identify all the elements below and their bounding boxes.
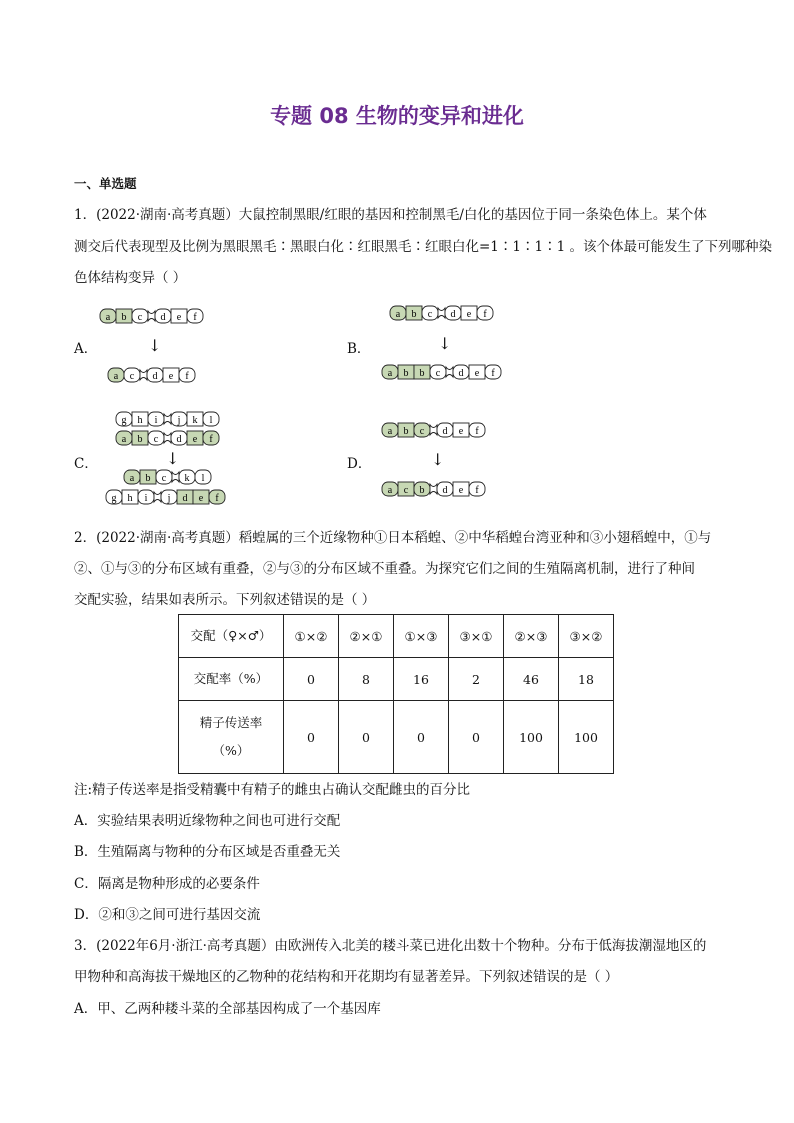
table-header-cell: ①×③ xyxy=(394,615,449,658)
table-row-label: 交配率（%） xyxy=(179,658,284,701)
centromere xyxy=(140,370,147,380)
gene-label: a xyxy=(395,309,401,320)
arrow-down-icon: ↓ xyxy=(148,336,162,355)
gene-label: b xyxy=(137,434,143,445)
gene-label: g xyxy=(121,415,127,426)
centromere xyxy=(154,492,161,502)
arrow-down-icon: ↓ xyxy=(431,450,445,469)
table-header-cell: ②×③ xyxy=(504,615,559,658)
table-cell: 0 xyxy=(339,701,394,774)
gene-label: a xyxy=(129,473,135,484)
gene-label: b xyxy=(419,368,425,379)
centromere xyxy=(148,311,155,321)
gene-label: e xyxy=(466,309,472,320)
gene-label: f xyxy=(209,434,213,445)
gene-label: a xyxy=(387,426,393,437)
gene-label: d xyxy=(450,309,456,320)
table-row-sperm-rate xyxy=(179,701,614,774)
gene-label: g xyxy=(111,493,117,504)
centromere xyxy=(430,425,437,435)
gene-label: e xyxy=(198,493,204,504)
q3-line2: 甲物种和高海拔干燥地区的乙物种的花结构和开花期均有显著差异。下列叙述错误的是（ ） xyxy=(74,969,619,985)
gene-label: b xyxy=(145,473,151,484)
table-cell: 46 xyxy=(504,658,559,701)
gene-label: c xyxy=(403,485,409,496)
gene-label: d xyxy=(442,485,448,496)
table-row-header xyxy=(179,615,614,658)
chromosome-b-before xyxy=(388,305,495,321)
chromosome-a-after xyxy=(106,367,197,383)
gene-label: e xyxy=(458,485,464,496)
centromere xyxy=(164,433,171,443)
table-row-label-line2: （%） xyxy=(212,743,250,758)
gene-label: a xyxy=(113,371,119,382)
gene-label: j xyxy=(177,415,181,426)
chromosome-c-after-1 xyxy=(122,469,213,485)
table-header-cell: ③×② xyxy=(559,615,614,658)
q1-line1: 1．(2022·湖南·高考真题）大鼠控制黑眼/红眼的基因和控制黑毛/白化的基因位于同一条染色体上。某个体 xyxy=(74,207,707,223)
gene-label: b xyxy=(121,312,127,323)
gene-label: d xyxy=(182,493,188,504)
table-header-cell: ①×② xyxy=(284,615,339,658)
gene-label: a xyxy=(121,434,127,445)
table-row-label xyxy=(179,701,284,774)
gene-label: c xyxy=(161,473,167,484)
table-cell: 100 xyxy=(559,701,614,774)
centromere xyxy=(172,472,179,482)
gene-label: d xyxy=(152,371,158,382)
centromere xyxy=(446,367,453,377)
gene-label: d xyxy=(160,312,166,323)
gene-label: k xyxy=(184,473,190,484)
chromosome-c-after-2 xyxy=(104,489,227,505)
q2-line3: 交配实验，结果如表所示。下列叙述错误的是（ ） xyxy=(74,592,376,608)
q1-option-c-label: C． xyxy=(74,456,98,472)
table-cell: 0 xyxy=(394,701,449,774)
gene-label: c xyxy=(153,434,159,445)
gene-label: f xyxy=(185,371,189,382)
q3-line1: 3．(2022年6月·浙江·高考真题）由欧洲传入北美的耧斗菜已进化出数十个物种。分布于低海拔潮湿地区的 xyxy=(74,938,707,954)
q1-line3: 色体结构变异（ ） xyxy=(74,270,187,286)
gene-label: a xyxy=(387,368,393,379)
table-cell: 0 xyxy=(284,701,339,774)
table-header-cell: ②×① xyxy=(339,615,394,658)
q2-option-b: B．生殖隔离与物种的分布区域是否重叠无关 xyxy=(74,844,341,860)
table-cell: 2 xyxy=(449,658,504,701)
gene-label: a xyxy=(387,485,393,496)
q2-line2: ②、①与③的分布区域有重叠，②与③的分布区域不重叠。为探究它们之间的生殖隔离机制，进行了种间 xyxy=(74,561,695,577)
arrow-down-icon: ↓ xyxy=(166,449,180,468)
centromere xyxy=(438,308,445,318)
gene-label: e xyxy=(192,434,198,445)
gene-label: h xyxy=(137,415,143,426)
gene-label: e xyxy=(474,368,480,379)
q2-option-d: D．②和③之间可进行基因交流 xyxy=(74,907,261,923)
table-row-label-line1: 精子传送率 xyxy=(199,715,263,730)
table-header-cell: ③×① xyxy=(449,615,504,658)
table-row-mating-rate xyxy=(179,658,614,701)
table-header-label: 交配（♀×♂） xyxy=(179,615,284,658)
gene-label: b xyxy=(419,485,425,496)
section-heading: 一、单选题 xyxy=(74,176,137,191)
mating-table xyxy=(178,614,614,774)
gene-label: c xyxy=(137,312,143,323)
table-cell: 16 xyxy=(394,658,449,701)
table-cell: 0 xyxy=(449,701,504,774)
gene-label: l xyxy=(209,415,213,426)
gene-label: f xyxy=(193,312,197,323)
page-title: 专题 08 生物的变异和进化 xyxy=(270,104,524,128)
gene-label: f xyxy=(491,368,495,379)
table-cell: 100 xyxy=(504,701,559,774)
q1-option-a-label: A． xyxy=(74,341,98,357)
gene-label: j xyxy=(167,493,171,504)
gene-label: b xyxy=(403,368,409,379)
q2-note: 注:精子传送率是指受精囊中有精子的雌虫占确认交配雌虫的百分比 xyxy=(74,782,471,798)
chromosome-b-after xyxy=(380,364,503,380)
gene-label: f xyxy=(475,485,479,496)
table-cell: 18 xyxy=(559,658,614,701)
chromosome-d-before xyxy=(380,422,487,438)
q1-option-b-label: B． xyxy=(347,341,371,357)
gene-label: c xyxy=(419,426,425,437)
gene-label: e xyxy=(168,371,174,382)
q2-line1: 2．(2022·湖南·高考真题）稻蝗属的三个近缘物种①日本稻蝗、②中华稻蝗台湾亚种和③小翅稻蝗中，①与 xyxy=(74,530,712,546)
q1-option-d-label: D． xyxy=(347,456,372,472)
gene-label: k xyxy=(192,415,198,426)
centromere xyxy=(430,484,437,494)
gene-label: h xyxy=(127,493,133,504)
chromosome-c-before-1 xyxy=(114,411,221,427)
gene-label: d xyxy=(442,426,448,437)
chromosome-a-before xyxy=(98,308,205,324)
arrow-down-icon: ↓ xyxy=(438,334,452,353)
chromosome-c-before-2 xyxy=(114,430,221,446)
q2-option-a: A．实验结果表明近缘物种之间也可进行交配 xyxy=(74,813,341,829)
gene-label: l xyxy=(201,473,205,484)
q2-option-c: C．隔离是物种形成的必要条件 xyxy=(74,876,260,892)
q3-option-a: A．甲、乙两种耧斗菜的全部基因构成了一个基因库 xyxy=(74,1001,381,1017)
gene-label: d xyxy=(458,368,464,379)
gene-label: c xyxy=(427,309,433,320)
chromosome-d-after xyxy=(380,481,487,497)
gene-label: e xyxy=(176,312,182,323)
gene-label: f xyxy=(475,426,479,437)
gene-label: i xyxy=(154,415,158,426)
gene-label: f xyxy=(215,493,219,504)
gene-label: b xyxy=(411,309,417,320)
gene-label: b xyxy=(403,426,409,437)
gene-label: c xyxy=(129,371,135,382)
centromere xyxy=(164,414,171,424)
gene-label: f xyxy=(483,309,487,320)
table-cell: 0 xyxy=(284,658,339,701)
gene-label: c xyxy=(435,368,441,379)
table-cell: 8 xyxy=(339,658,394,701)
gene-label: a xyxy=(105,312,111,323)
q1-line2: 测交后代表现型及比例为黑眼黑毛∶黑眼白化∶红眼黑毛∶红眼白化=1∶1∶1∶1 。该个体最可能发生了下列哪种染 xyxy=(74,239,772,255)
gene-label: d xyxy=(176,434,182,445)
gene-label: e xyxy=(458,426,464,437)
gene-label: i xyxy=(144,493,148,504)
